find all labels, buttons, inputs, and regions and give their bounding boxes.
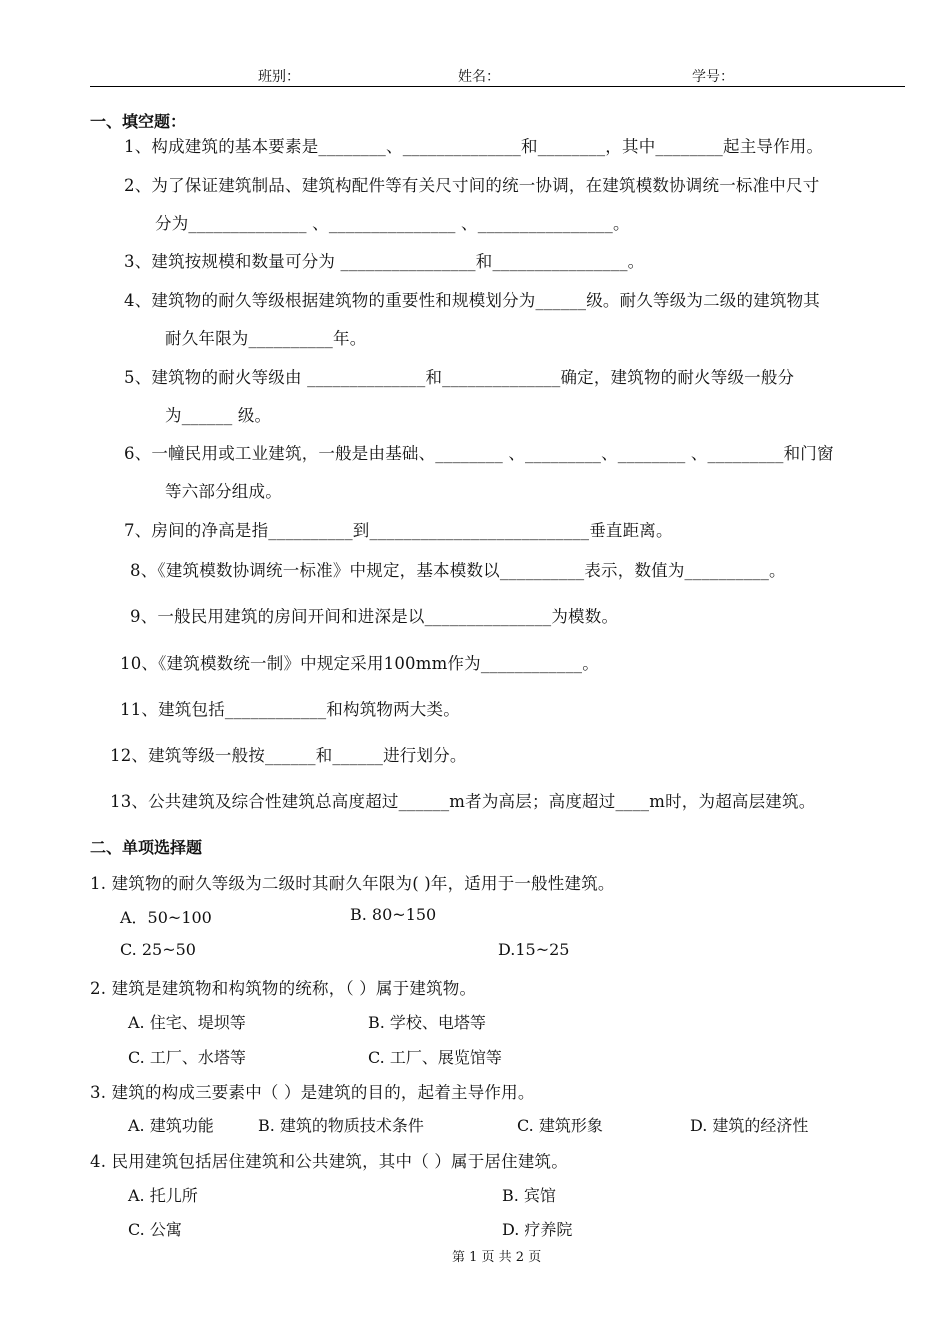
- choice-1-option-d: D.15~25: [498, 940, 570, 959]
- section-single-choice-title: 二、单项选择题: [90, 838, 203, 857]
- choice-question-2: 2. 建筑是建筑物和构筑物的统称，（ ）属于建筑物。: [90, 979, 477, 998]
- question-2-cont: 分为______________ 、_______________ 、________________。: [155, 214, 630, 233]
- question-2: 2、为了保证建筑制品、建筑构配件等有关尺寸间的统一协调，在建筑模数协调统一标准中尺寸: [124, 176, 820, 195]
- choice-2-option-a: A. 住宅、堤坝等: [128, 1013, 246, 1032]
- question-4-cont: 耐久年限为__________年。: [165, 329, 367, 348]
- question-11: 11、建筑包括____________和构筑物两大类。: [120, 700, 460, 719]
- question-10: 10、《建筑模数统一制》中规定采用100mm作为____________。: [120, 654, 599, 673]
- question-6: 6、一幢民用或工业建筑，一般是由基础、________ 、_________、________ 、_________和门窗: [124, 444, 834, 463]
- question-4: 4、建筑物的耐久等级根据建筑物的重要性和规模划分为______级。耐久等级为二级的建筑物其: [124, 291, 820, 310]
- student-id-label: 学号：: [692, 69, 734, 85]
- choice-2-option-c: C. 工厂、水塔等: [128, 1048, 246, 1067]
- question-12: 12、建筑等级一般按______和______进行划分。: [110, 746, 467, 765]
- choice-3-option-c: C. 建筑形象: [517, 1116, 603, 1135]
- choice-3-option-d: D. 建筑的经济性: [690, 1116, 809, 1135]
- header-rule: [90, 86, 905, 87]
- choice-3-option-a: A. 建筑功能: [128, 1116, 214, 1135]
- question-1: 1、构成建筑的基本要素是________、______________和________，其中________起主导作用。: [124, 137, 824, 156]
- question-9: 9、一般民用建筑的房间开间和进深是以_______________为模数。: [130, 607, 619, 626]
- choice-4-option-c: C. 公寓: [128, 1220, 182, 1239]
- question-5-cont: 为______ 级。: [165, 406, 272, 425]
- choice-4-option-d: D. 疗养院: [502, 1220, 573, 1239]
- choice-question-3: 3. 建筑的构成三要素中（ ）是建筑的目的，起着主导作用。: [90, 1083, 535, 1102]
- choice-question-4: 4. 民用建筑包括居住建筑和公共建筑，其中（ ）属于居住建筑。: [90, 1152, 568, 1171]
- question-8: 8、《建筑模数协调统一标准》中规定，基本模数以__________表示，数值为__________。: [130, 561, 786, 580]
- name-label: 姓名：: [458, 69, 500, 85]
- choice-2-option-d: C. 工厂、展览馆等: [368, 1048, 502, 1067]
- question-3: 3、建筑按规模和数量可分为 ________________和________________。: [124, 252, 645, 271]
- choice-1-option-c: C. 25~50: [120, 940, 196, 959]
- question-5: 5、建筑物的耐火等级由 ______________和______________确定，建筑物的耐火等级一般分: [124, 368, 795, 387]
- choice-2-option-b: B. 学校、电塔等: [368, 1013, 486, 1032]
- question-13: 13、公共建筑及综合性建筑总高度超过______m者为高层；高度超过____m时，为超高层建筑。: [110, 792, 816, 811]
- question-7: 7、房间的净高是指__________到__________________________垂直距离。: [124, 521, 673, 540]
- choice-3-option-b: B. 建筑的物质技术条件: [258, 1116, 424, 1135]
- page-number: 第 1 页 共 2 页: [452, 1250, 542, 1265]
- choice-1-option-b: B. 80~150: [350, 905, 437, 924]
- choice-4-option-a: A. 托儿所: [128, 1186, 198, 1205]
- choice-question-1: 1. 建筑物的耐久等级为二级时其耐久年限为( )年，适用于一般性建筑。: [90, 874, 615, 893]
- choice-1-option-a: A．50~100: [120, 908, 212, 927]
- class-label: 班别：: [258, 69, 300, 85]
- choice-4-option-b: B. 宾馆: [502, 1186, 556, 1205]
- question-6-cont: 等六部分组成。: [165, 482, 282, 501]
- section-fill-blank-title: 一、填空题：: [90, 112, 187, 131]
